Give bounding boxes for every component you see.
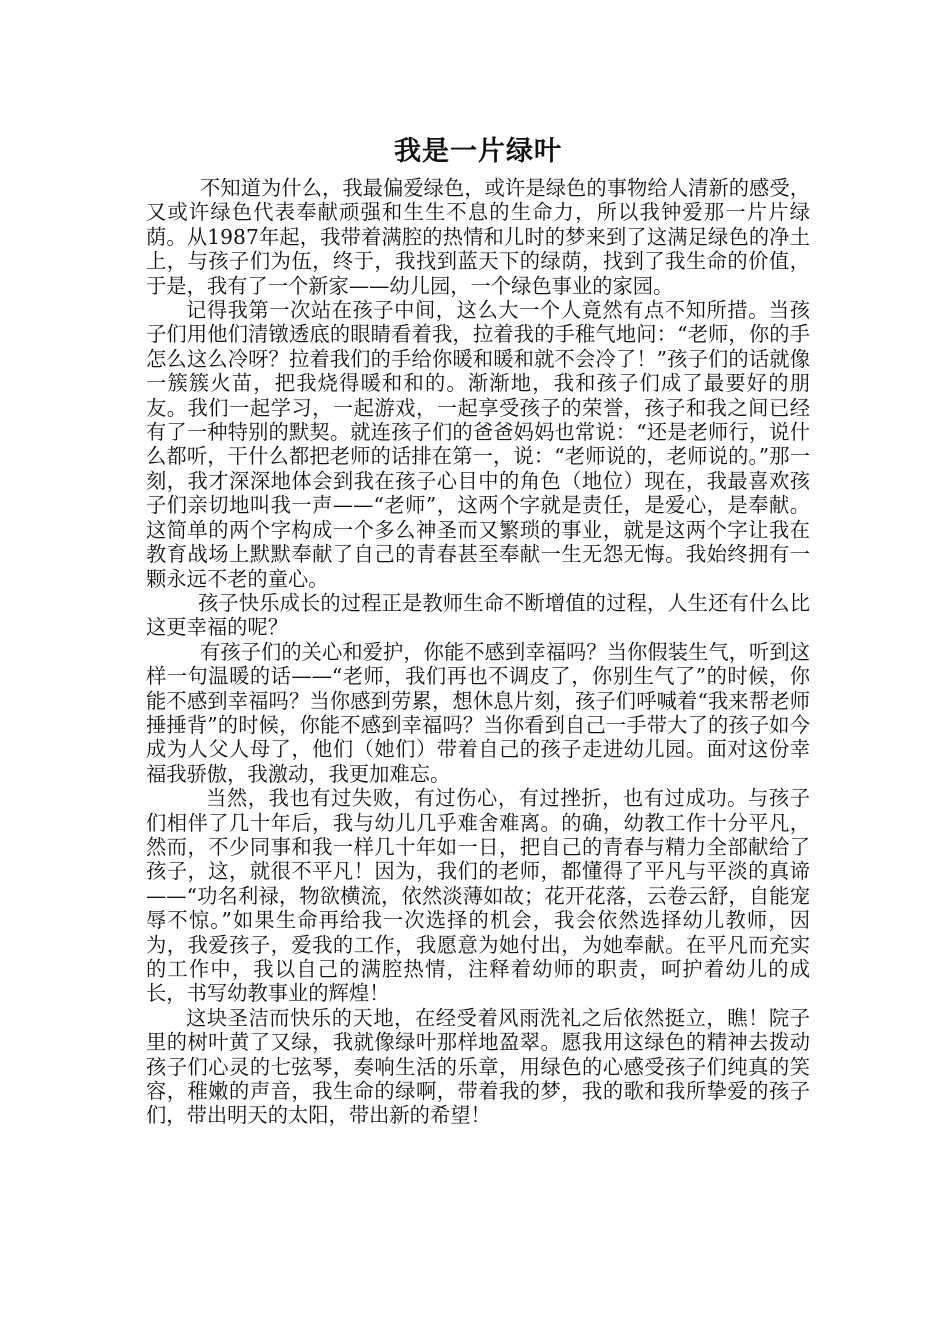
document-page — [146, 128, 810, 1128]
paragraph-2: 记得我第一次站在孩子中间，这么大一个人竟然有点不知所措。当孩子们用他们清镦透底的眼睛看着我，拉着我的手稚气地问：“老师，你的手怎么这么冷呀？拉着我们的手给你暖和暖和就不会冷了！”孩子们的话就像一簇簇火苗，把我烧得暖和和的。渐渐地，我和孩子们成了最要好的朋友。我们一起学习，一起游戏，一起享受孩子的荣誉，孩子和我之间已经有了一种特别的默契。就连孩子们的爸爸妈妈也常说：“还是老师行，说什么都听，干什么都把老师的话排在第一，说：“老师说的，老师说的。”那一刻，我才深深地体会到我在孩子心目中的角色（地位）现在，我最喜欢孩子们亲切地叫我一声——“老师”，这两个字就是责任，是爱心，是奉献。这简单的两个字构成一个多么神圣而又繁琐的事业，就是这两个字让我在教育战场上默默奉献了自己的青春甚至奉献一生无怨无悔。我始终拥有一颗永远不老的童心。 — [146, 298, 810, 591]
paragraph-1: 不知道为什么，我最偏爱绿色，或许是绿色的事物给人清新的感受，又或许绿色代表奉献顽强和生生不息的生命力，所以我钟爱那一片片绿荫。从1987年起，我带着满腔的热情和儿时的梦来到了这满足绿色的净土上，与孩子们为伍，终于，我找到蓝天下的绿荫，找到了我生命的价值，于是，我有了一个新家——幼儿园，一个绿色事业的家园。 — [146, 176, 810, 298]
paragraph-3: 孩子快乐成长的过程正是教师生命不断增值的过程，人生还有什么比这更幸福的呢？ — [146, 590, 810, 640]
paragraph-4: 有孩子们的关心和爱护，你能不感到幸福吗？当你假装生气，听到这样一句温暖的话——“老师，我们再也不调皮了，你别生气了”的时候，你能不感到幸福吗？当你感到劳累，想休息片刻，孩子们呼喊着“我来帮老师捶捶背”的时候，你能不感到幸福吗？当你看到自己一手带大了的孩子如今成为人父人母了，他们（她们）带着自己的孩子走进幼儿园。面对这份幸福我骄傲，我激动，我更加难忘。 — [146, 639, 810, 786]
document-title: 我是一片绿叶 — [394, 136, 562, 167]
paragraph-6: 这块圣洁而快乐的天地，在经受着风雨洗礼之后依然挺立，瞧！院子里的树叶黄了又绿，我就像绿叶那样地盈翠。愿我用这绿色的精神去拨动孩子们心灵的七弦琴，奏响生活的乐章，用绿色的心感受孩子们纯真的笑容，稚嫩的声音，我生命的绿啊，带着我的梦，我的歌和我所挚爱的孩子们，带出明天的太阳，带出新的希望！ — [146, 1005, 810, 1128]
paragraph-5: 当然，我也有过失败，有过伤心，有过挫折，也有过成功。与孩子们相伴了几十年后，我与幼儿几乎难舍难离。的确，幼教工作十分平凡，然而，不少同事和我一样几十年如一日，把自己的青春与精力全部献给了孩子，这，就很不平凡！因为，我们的老师，都懂得了平凡与平淡的真谛——“功名利禄，物欲横流，依然淡薄如故；花开花落，云卷云舒，自能宠辱不惊。”如果生命再给我一次选择的机会，我会依然选择幼儿教师，因为，我爱孩子，爱我的工作，我愿意为她付出，为她奉献。在平凡而充实的工作中，我以自己的满腔热情，注释着幼师的职责，呵护着幼儿的成长，书写幼教事业的辉煌！ — [146, 786, 810, 1006]
